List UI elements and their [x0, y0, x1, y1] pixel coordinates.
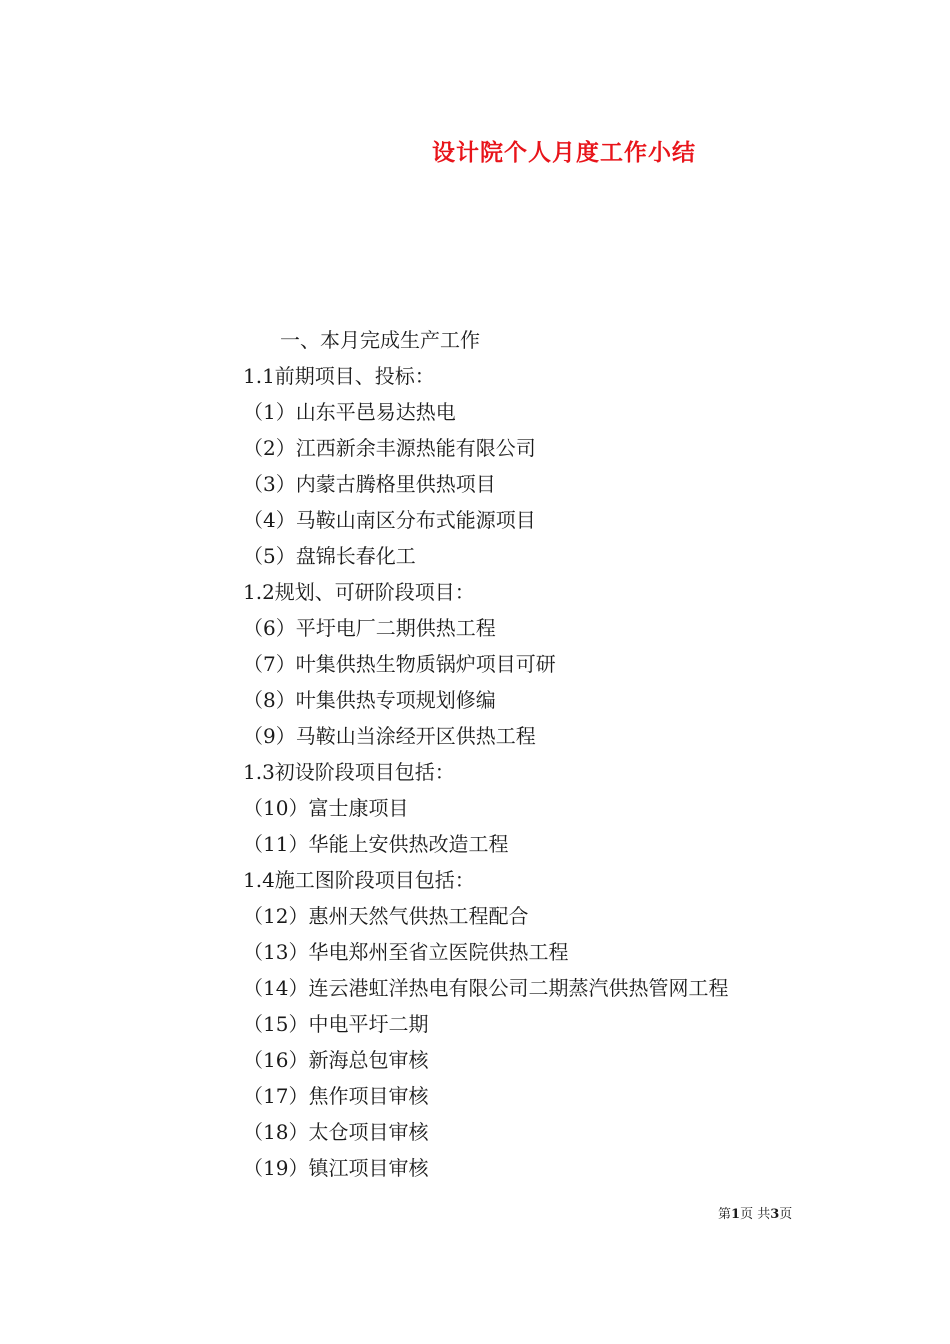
list-item: （19）镇江项目审核: [243, 1156, 429, 1180]
list-item: （9）马鞍山当涂经开区供热工程: [243, 724, 536, 748]
current-page-number: 1: [731, 1207, 741, 1222]
list-item: （6）平圩电厂二期供热工程: [243, 616, 496, 640]
list-item: （14）连云港虹洋热电有限公司二期蒸汽供热管网工程: [243, 976, 729, 1000]
footer-suffix: 页: [779, 1207, 793, 1222]
list-item: （15）中电平圩二期: [243, 1012, 429, 1036]
page-title: 设计院个人月度工作小结: [432, 139, 696, 166]
list-item: （4）马鞍山南区分布式能源项目: [243, 508, 536, 532]
list-item: （12）惠州天然气供热工程配合: [243, 904, 529, 928]
list-item: （2）江西新余丰源热能有限公司: [243, 436, 536, 460]
footer-prefix: 第: [718, 1207, 732, 1222]
list-item: （8）叶集供热专项规划修编: [243, 688, 496, 712]
list-item: （1）山东平邑易达热电: [243, 400, 456, 424]
footer-middle: 页 共: [740, 1207, 771, 1222]
subsection-heading: 1.4施工图阶段项目包括：: [243, 868, 475, 892]
list-item: （3）内蒙古腾格里供热项目: [243, 472, 496, 496]
page-footer: [718, 1203, 792, 1222]
list-item: （18）太仓项目审核: [243, 1120, 429, 1144]
subsection-heading: 1.3初设阶段项目包括：: [243, 760, 455, 784]
list-item: （11）华能上安供热改造工程: [243, 832, 509, 856]
subsection-heading: 1.2规划、可研阶段项目：: [243, 580, 475, 604]
total-pages-number: 3: [770, 1207, 780, 1222]
subsection-heading: 1.1前期项目、投标：: [243, 364, 435, 388]
section-heading: 一、本月完成生产工作: [280, 328, 480, 352]
document-body: [243, 322, 883, 1186]
list-item: （5）盘锦长春化工: [243, 544, 416, 568]
list-item: （16）新海总包审核: [243, 1048, 429, 1072]
list-item: （13）华电郑州至省立医院供热工程: [243, 940, 569, 964]
list-item: （7）叶集供热生物质锅炉项目可研: [243, 652, 556, 676]
list-item: （10）富士康项目: [243, 796, 409, 820]
list-item: （17）焦作项目审核: [243, 1084, 429, 1108]
